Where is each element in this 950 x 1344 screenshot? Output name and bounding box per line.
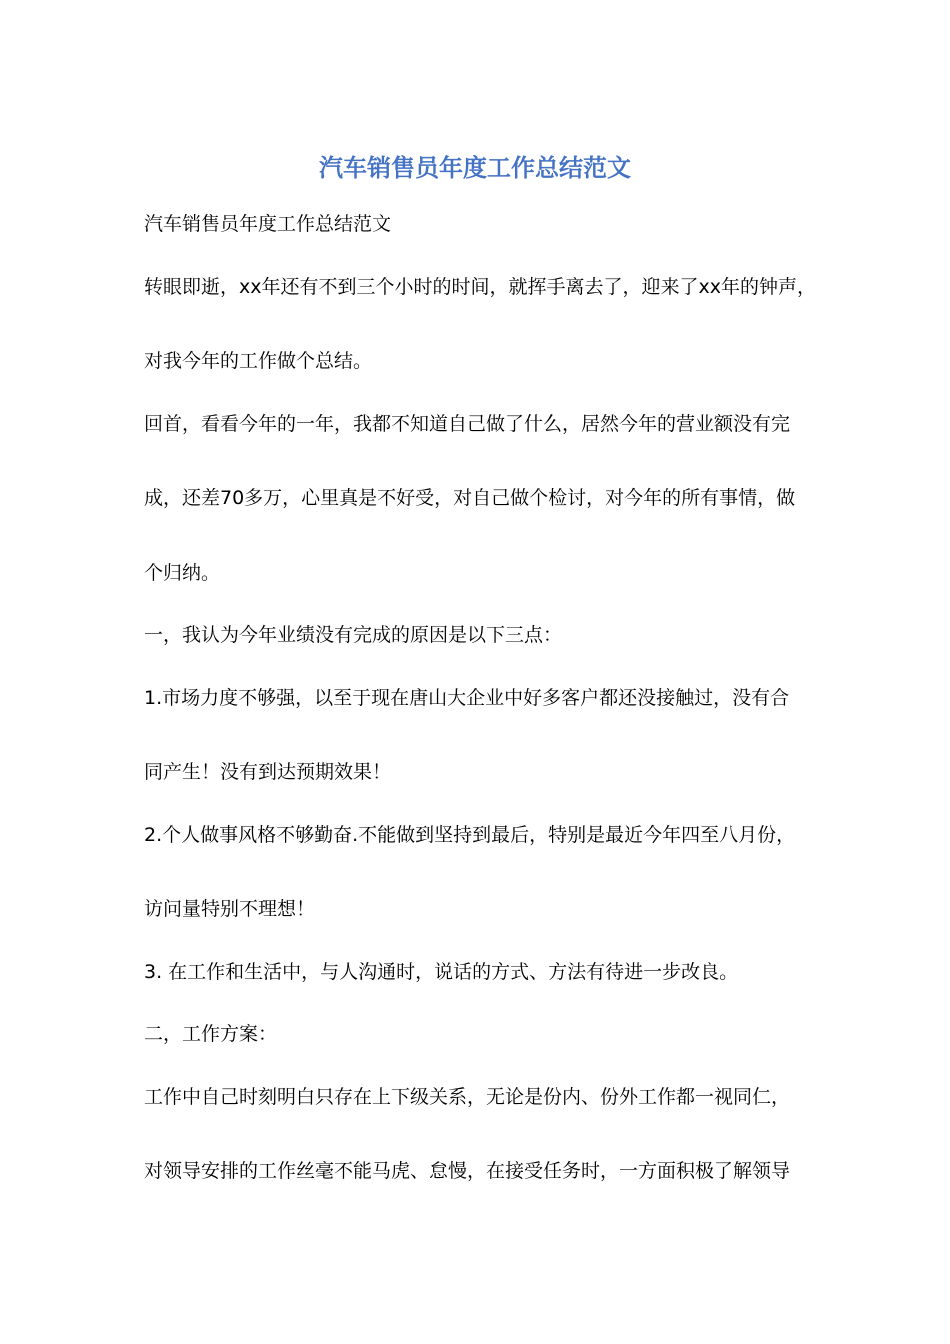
paragraph-line: 转眼即逝，xx年还有不到三个小时的时间，就挥手离去了，迎来了xx年的钟声， — [144, 276, 816, 298]
paragraph-line: 个归纳。 — [144, 562, 221, 584]
list-item-line: 访问量特别不理想！ — [144, 898, 316, 920]
paragraph-line: 成，还差70多万，心里真是不好受，对自己做个检讨，对今年的所有事情，做 — [144, 487, 796, 509]
section-heading: 一，我认为今年业绩没有完成的原因是以下三点： — [144, 624, 563, 646]
paragraph-line: 对我今年的工作做个总结。 — [144, 350, 373, 372]
document-title: 汽车销售员年度工作总结范文 — [319, 153, 631, 182]
list-item-line: 2.个人做事风格不够勤奋.不能做到坚持到最后，特别是最近今年四至八月份， — [144, 824, 796, 846]
paragraph-line: 对领导安排的工作丝毫不能马虎、怠慢，在接受任务时，一方面积极了解领导 — [144, 1160, 791, 1182]
list-item-line: 同产生！没有到达预期效果！ — [144, 761, 392, 783]
paragraph-line: 工作中自己时刻明白只存在上下级关系，无论是份内、份外工作都一视同仁， — [144, 1086, 791, 1108]
list-item-line: 3. 在工作和生活中，与人沟通时，说话的方式、方法有待进一步改良。 — [144, 961, 739, 983]
section-heading: 二，工作方案： — [144, 1023, 278, 1045]
paragraph-line: 回首，看看今年的一年，我都不知道自己做了什么，居然今年的营业额没有完 — [144, 413, 791, 435]
subtitle-line: 汽车销售员年度工作总结范文 — [144, 213, 392, 235]
list-item-line: 1.市场力度不够强，以至于现在唐山大企业中好多客户都还没接触过，没有合 — [144, 687, 790, 709]
